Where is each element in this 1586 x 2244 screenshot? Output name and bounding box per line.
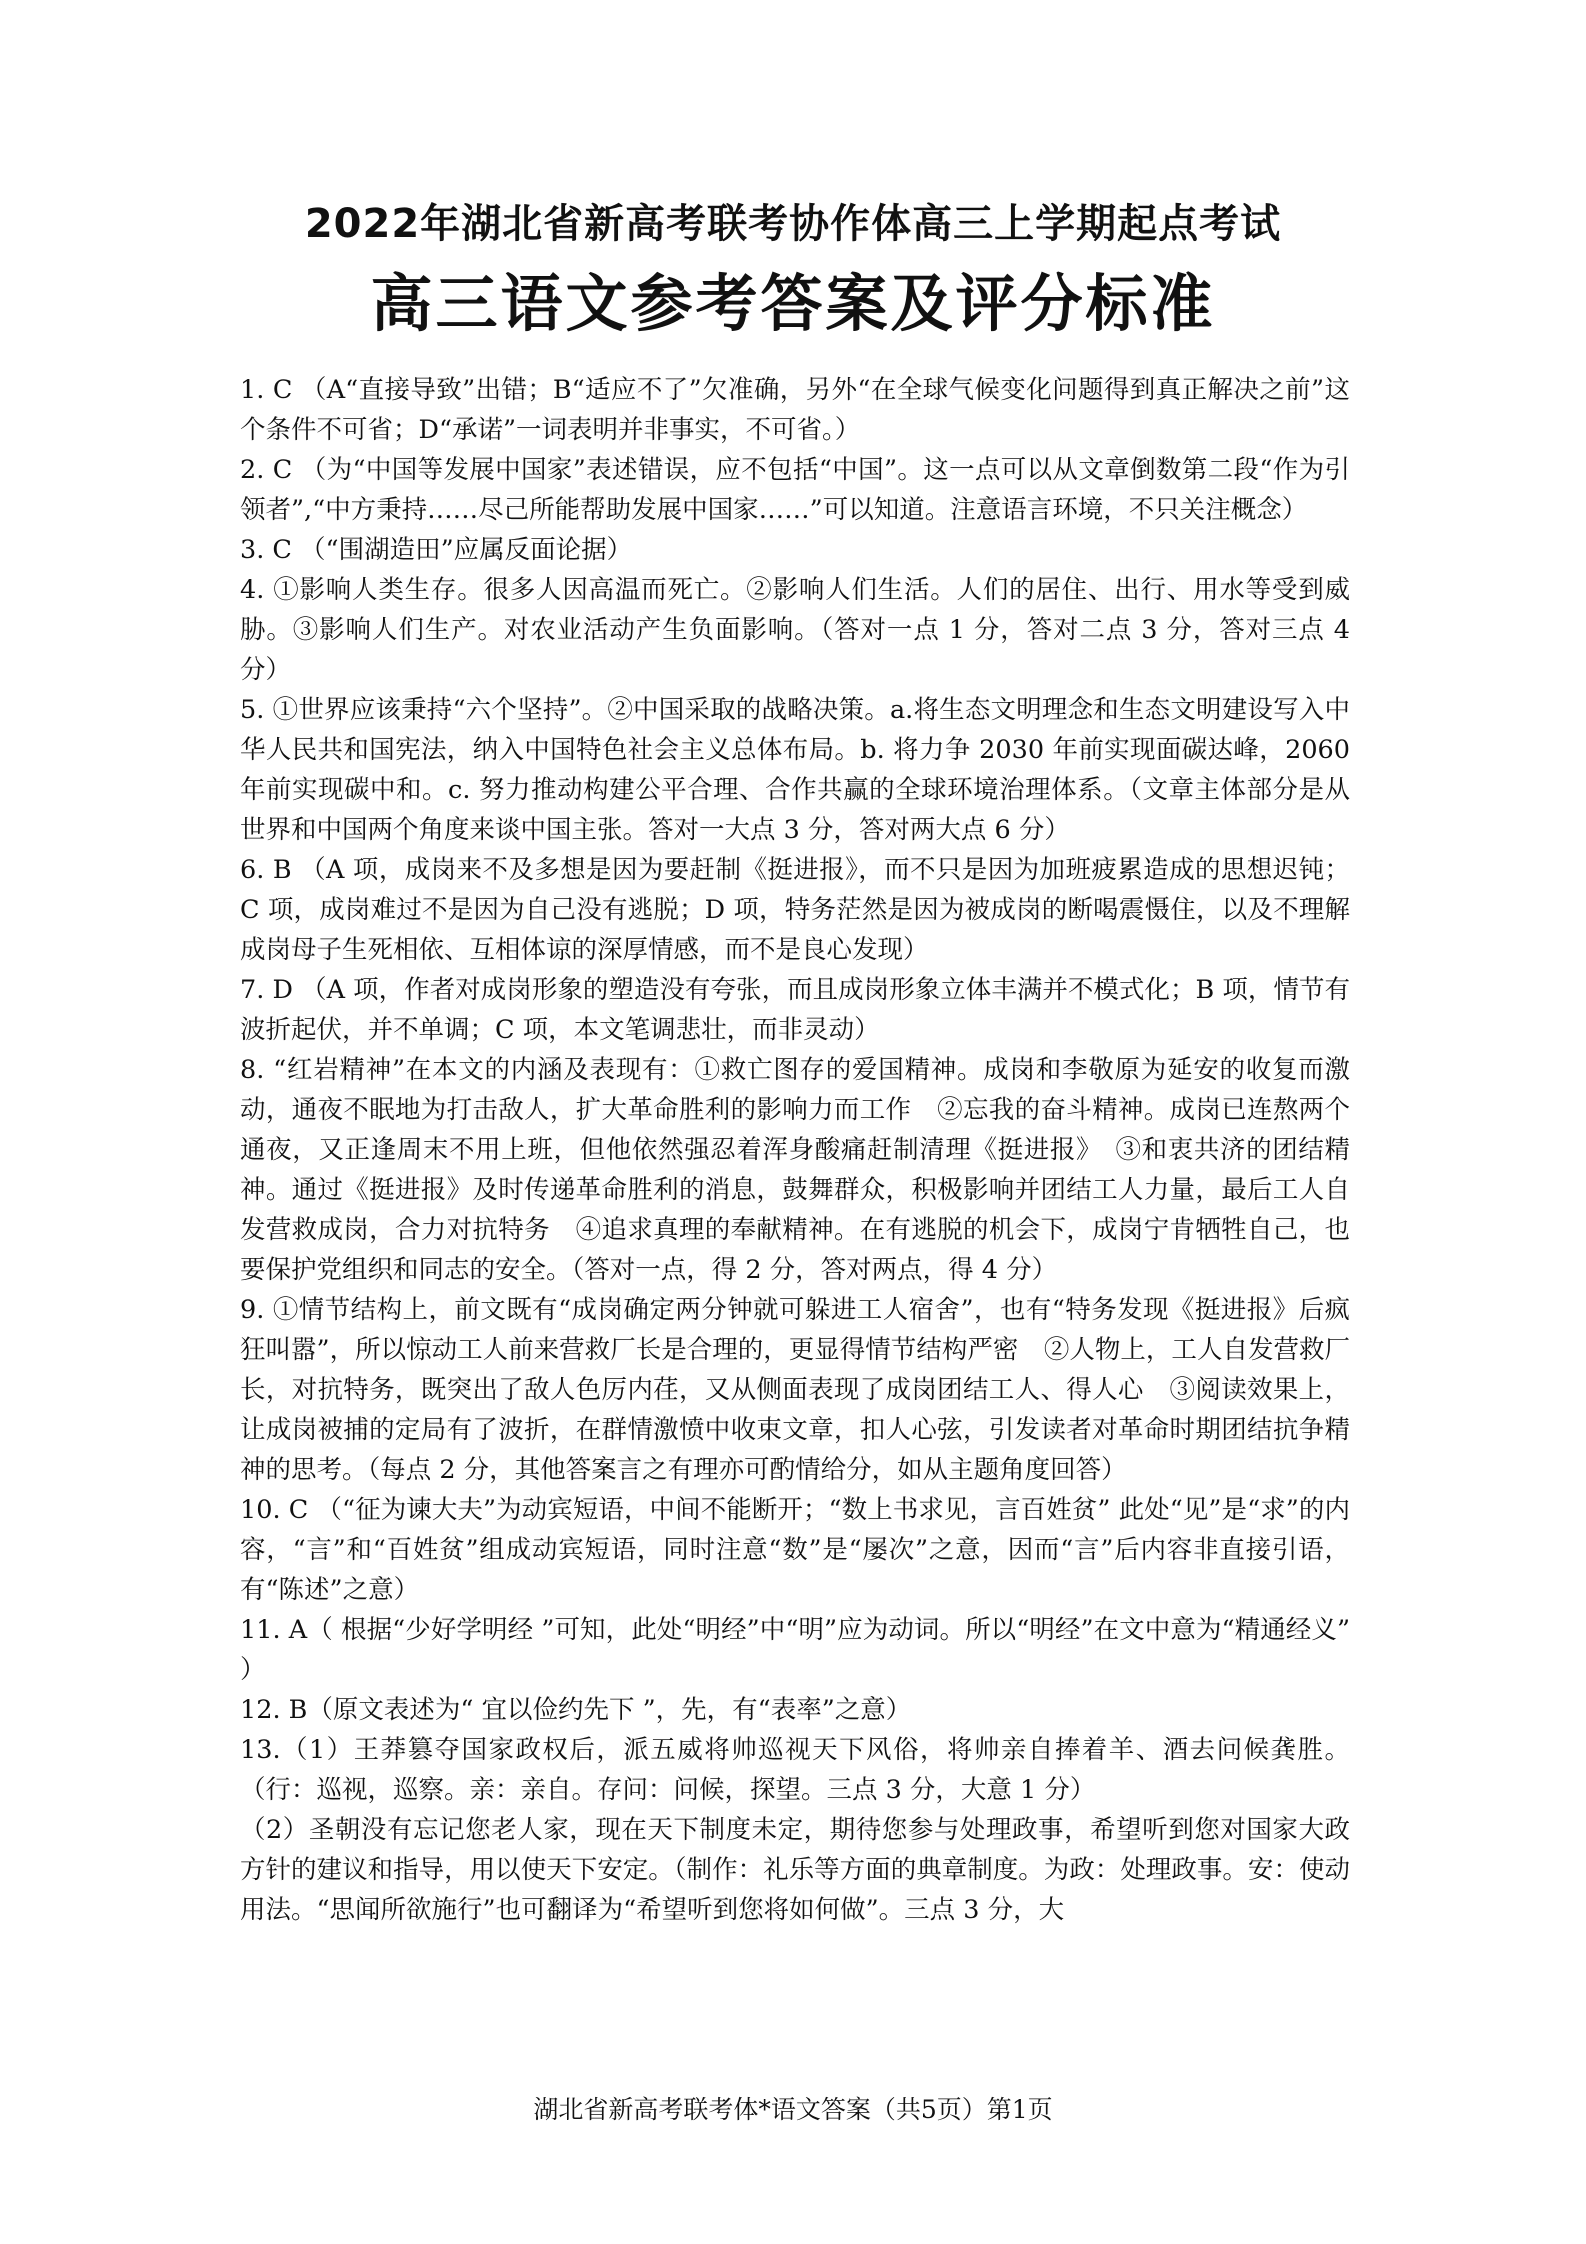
answer-item-10: 10. C （“征为谏大夫”为动宾短语，中间不能断开；“数上书求见，言百姓贫” 此处“见”是“求”的内容，“言”和“百姓贫”组成动宾短语，同时注意“数”是“屡次”之意，因而“言”后内容非直接引语，有“陈述”之意） [240,1495,1350,1605]
answer-item-9: 9. ①情节结构上，前文既有“成岗确定两分钟就可躲进工人宿舍”，也有“特务发现《挺进报》后疯狂叫嚣”，所以惊动工人前来营救厂长是合理的，更显得情节结构严密 ②人物上，工人自发营救厂长，对抗特务，既突出了敌人色厉内荏，又从侧面表现了成岗团结工人、得人心 ③阅读效果上，让成岗被捕的定局有了波折，在群情激愤中收束文章，扣人心弦，引发读者对革命时期团结抗争精神的思考。（每点 2 分，其他答案言之有理亦可酌情给分，如从主题角度回答） [240,1295,1350,1485]
exam-title: 2022年湖北省新高考联考协作体高三上学期起点考试 [304,201,1282,247]
answer-list [240,370,1350,1930]
answer-item-8: 8. “红岩精神”在本文的内涵及表现有：①救亡图存的爱国精神。成岗和李敬原为延安的收复而激动，通夜不眠地为打击敌人，扩大革命胜利的影响力而工作 ②忘我的奋斗精神。成岗已连熬两个通夜，又正逢周末不用上班，但他依然强忍着浑身酸痛赶制清理《挺进报》 ③和衷共济的团结精神。通过《挺进报》及时传递革命胜利的消息，鼓舞群众，积极影响并团结工人力量，最后工人自发营救成岗，合力对抗特务 ④追求真理的奉献精神。在有逃脱的机会下，成岗宁肯牺牲自己，也要保护党组织和同志的安全。（答对一点，得 2 分，答对两点，得 4 分） [240,1055,1350,1285]
answer-item-6: 6. B （A 项，成岗来不及多想是因为要赶制《挺进报》，而不只是因为加班疲累造成的思想迟钝；C 项，成岗难过不是因为自己没有逃脱；D 项，特务茫然是因为被成岗的断喝震慑住，以及不理解成岗母子生死相依、互相体谅的深厚情感，而不是良心发现） [240,855,1350,965]
answer-item-3: 3. C （“围湖造田”应属反面论据） [240,535,633,565]
answer-item-7: 7. D （A 项，作者对成岗形象的塑造没有夸张，而且成岗形象立体丰满并不模式化；B 项，情节有波折起伏，并不单调；C 项，本文笔调悲壮，而非灵动） [240,975,1350,1045]
answer-item-13-2: （2）圣朝没有忘记您老人家，现在天下制度未定，期待您参与处理政事，希望听到您对国家大政方针的建议和指导，用以使天下安定。（制作：礼乐等方面的典章制度。为政：处理政事。安：使动用法。“思闻所欲施行”也可翻译为“希望听到您将如何做”。三点 3 分，大 [240,1815,1350,1925]
answer-item-2: 2. C （为“中国等发展中国家”表述错误，应不包括“中国”。这一点可以从文章倒数第二段“作为引领者”,“中方秉持……尽己所能帮助发展中国家……”可以知道。注意语言环境，不只关注概念） [240,455,1350,525]
answer-item-4: 4. ①影响人类生存。很多人因高温而死亡。②影响人们生活。人们的居住、出行、用水等受到威胁。③影响人们生产。对农业活动产生负面影响。（答对一点 1 分，答对二点 3 分，答对三点 4 分） [240,575,1350,685]
answer-item-13-1: 13.（1）王莽篡夺国家政权后，派五威将帅巡视天下风俗，将帅亲自捧着羊、酒去问候龚胜。（行：巡视，巡察。亲：亲自。存问：问候，探望。三点 3 分，大意 1 分） [240,1735,1350,1805]
answer-item-5: 5. ①世界应该秉持“六个坚持”。②中国采取的战略决策。a.将生态文明理念和生态文明建设写入中华人民共和国宪法，纳入中国特色社会主义总体布局。b. 将力争 2030 年前实现面碳达峰，2060 年前实现碳中和。c. 努力推动构建公平合理、合作共赢的全球环境治理体系。（文章主体部分是从世界和中国两个角度来谈中国主张。答对一大点 3 分，答对两大点 6 分） [240,695,1350,845]
answer-item-11: 11. A（ 根据“少好学明经 ”可知，此处“明经”中“明”应为动词。所以“明经”在文中意为“精通经义” ） [240,1615,1350,1685]
answer-item-12: 12. B（原文表述为“ 宜以俭约先下 ”，先，有“表率”之意） [240,1695,912,1725]
answer-item-1: 1. C （A“直接导致”出错；B“适应不了”欠准确，另外“在全球气候变化问题得到真正解决之前”这个条件不可省；D“承诺”一词表明并非事实，不可省。） [240,375,1350,445]
page-footer: 湖北省新高考联考体*语文答案（共5页）第1页 [533,2095,1053,2124]
answer-key-title: 高三语文参考答案及评分标准 [370,267,1216,340]
